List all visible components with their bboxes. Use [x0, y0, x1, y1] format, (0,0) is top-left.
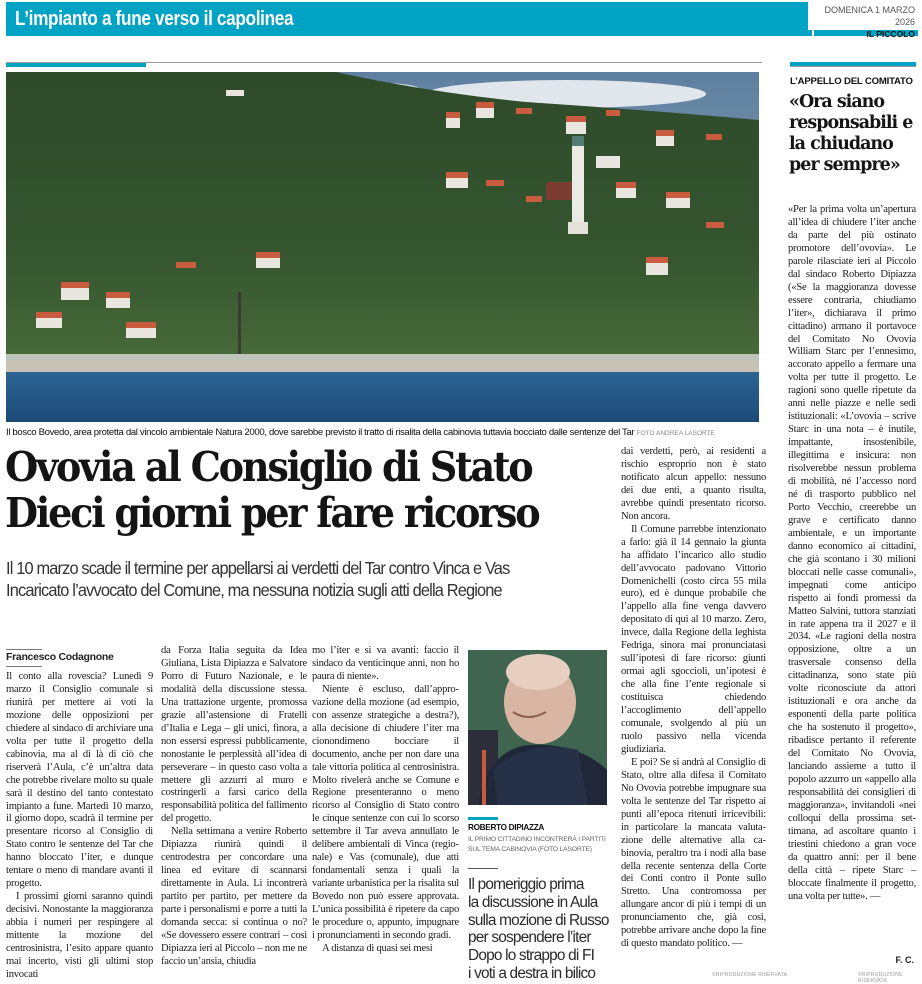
divider — [790, 66, 916, 67]
divider — [468, 868, 498, 869]
caption-text: Il bosco Bovedo, area protetta dal vincolo ambientale Natura 2000, dove sarebbe previsto il tratto di risalita della cabinovia tuttavia bocciato dalle sentenze del Tar — [6, 427, 635, 438]
main-photo — [6, 72, 759, 422]
article-column-2 — [161, 645, 307, 969]
pull-quote-line: per sospendere l’iter — [468, 929, 591, 947]
pull-quote-line: Il pomeriggio prima — [468, 876, 584, 893]
newspaper-name: IL PICCOLO — [866, 29, 915, 39]
paragraph: Niente è escluso, dall’approvazione della mozione (ad esempio, con assenze strategiche a destra?), alla decisione di chiudere l’iter ma cionondimeno bocciare il documento, anche per non dare una tale vittoria politica al centrosinistra. Molto rivelerà anche se Comune e Regione presenteranno o meno ricorso al Consiglio di Stato contro le cinque sentenze con cui lo scorso settembre il Tar aveva annullato le delibere ambientali di Vinca (regionale) e Vas (comunale), due atti fondamentali senza i quali la variante urbanistica per la risalita sul Bovedo non può essere approvata. L’unica possibilità è ripetere da capo le procedure o, appunto, impugnare i pronunciamenti in secondo gradi. — [312, 683, 459, 941]
headline-line-2: Dieci giorni per fare ricorso — [5, 489, 539, 537]
dateline — [808, 2, 918, 39]
paragraph: dai verdetti, però, ai residenti a rischio esproprio non è stato notificato alcun appello: nessuno dei due enti, a quanto risulta, avrebbe quindi presentato ricorso. Non ancora. — [621, 446, 766, 522]
paragraph: mo l’iter e si va avanti: faccio il sindaco da venticinque anni, non ho paura di niente». — [312, 645, 459, 682]
paragraph: E poi? Se si andrà al Consiglio di Stato, oltre alla difesa il Comitato No Ovovia potrebbe impugnare sua volta le sentenze del Tar rispetto ai punti all’epoca ritenuti irricevibili: in particolare la mancata valutazione delle alternative alla cabinovia, peraltro tra i nodi alla base della recente sentenza della Corte dei Conti contro il Ponte sullo Stretto. Una contromossa per allungare ancor di più i tempi di un pronunciamento che, già così, potrebbe arrivare anche dopo la fine di questo mandato politico. — — [621, 756, 766, 950]
divider — [6, 649, 42, 650]
sidebar-title: «Ora siano responsabili e la chiudano per sempre» — [789, 92, 913, 175]
accent-bar — [468, 817, 498, 820]
pull-quote-line: la discussione in Aula — [468, 893, 598, 911]
section-title: L’impianto a fune verso il capolinea — [15, 8, 294, 30]
paragraph: A distanza di quasi sei mesi — [322, 942, 433, 954]
paragraph: Il Comune parrebbe intenzionato a farlo: già il 14 gennaio la giunta ha affidato l’incarico allo studio dell’avvocato padovano Vittorio Domenichelli (costo circa 55 mila euro), ed è dunque probabile che l’appello alla fine venga davvero depositato di qui al 10 marzo. Zero, invece, dalla Regione della leghista Fedriga, sinora mai pronunciatasi sull’ipotesi di fare ricorso: giunti ormai agli sgoccioli, un’ipotesi è che alla fine l’ente regionale si costituisca chiedendo l’accoglimento dell’appello comunale, svolgendo al più un ruolo passivo nella vicenda giudiziaria. — [621, 523, 766, 755]
portrait-name: ROBERTO DIPIAZZA — [468, 823, 545, 832]
article-headline — [5, 444, 620, 536]
article-column-1 — [6, 671, 153, 982]
sidebar-kicker: L’APPELLO DEL COMITATO — [790, 76, 913, 87]
portrait-caption: IL PRIMO CITTADINO INCONTRERÀ I PARTITI SUL TEMA CABINOVIA (FOTO LASORTE) — [468, 836, 606, 853]
portrait-illustration — [468, 650, 607, 805]
headline-line-1: Ovovia al Consiglio di Stato — [5, 443, 532, 491]
section-banner — [6, 2, 812, 36]
pull-quote-line: Dopo lo strappo di FI — [468, 947, 595, 965]
paragraph: I prossimi giorni saranno quindi decisivi. Nonostante la maggioranza abbia i numeri per respingere al mittente la mozione del centrosinistra, l’esito appare quanto mai incerto, visti gli ultimi stop invocati — [6, 891, 153, 980]
issue-date: DOMENICA 1 MARZO 2026 — [824, 5, 915, 27]
copyright-notice: ©RIPRODUZIONE RISERVATA — [858, 972, 903, 984]
photo-credit: FOTO ANDREA LASORTE — [636, 430, 715, 437]
copyright-notice: ©RIPRODUZIONE RISERVATA — [712, 972, 788, 978]
subhead-line-1: Il 10 marzo scade il termine per appellarsi ai verdetti del Tar contro Vinca e Vas — [6, 558, 510, 578]
article-subheadline — [6, 557, 621, 601]
accent-bar — [6, 63, 146, 67]
article-column-4 — [621, 446, 766, 951]
article-column-3 — [312, 645, 459, 956]
photo-caption — [6, 426, 766, 440]
divider — [6, 666, 42, 667]
paragraph: Nella settimana a venire Roberto Dipiazza riunirà quindi il centrodestra per concordare una linea ed evitare di scannarsi direttamente in Aula. Li incontrerà partito per partito, per mettere da parte i personalismi e porre a tutti la domanda secca: si continua o no? «Se dovessero essere contrari – così Dipiazza ieri al Piccolo – non me ne faccio un’ansia, chiudia — [161, 826, 307, 967]
paragraph: Il conto alla rovescia? Lunedì 9 marzo il Consiglio comunale si riunirà per mettere ai voti la mozione delle opposizioni per chiedere al sindaco di archiviare una volta per tutte il progetto della cabinovia, ma al di là di ciò che riserverà l’Aula, c’è un’altra data che potrebbe rivelare molto su quale sarà il destino del tanto contestato impianto a fune. Martedì 10 marzo, il giorno dopo, scadrà il termine per presentare ricorso al Consiglio di Stato contro le sentenze del Tar che hanno bloccato l’iter, e dunque tentare o meno di mandare avanti il progetto. — [6, 671, 153, 890]
pull-quote-line: sulla mozione di Russo — [468, 911, 609, 929]
subhead-line-2: Incaricato l’avvocato del Comune, ma nessuna notizia sugli atti della Regione — [6, 580, 502, 600]
byline: Francesco Codagnone — [6, 651, 114, 663]
pull-quote — [468, 876, 618, 983]
sidebar-body — [788, 204, 916, 903]
paragraph: «Per la prima volta un’apertura all’idea di chiudere l’iter anche da parte del più ostinato promotore dell’ovovia». Le parole rilasciate ieri al Piccolo dal sindaco Roberto Dipiazza («Se la maggioranza dovesse essere contraria, chiudiamo l’iter», dichiarava il primo cittadino) armano il portavoce del Comitato No Ovovia William Starc per l’ennesimo, accorato appello a fermare una volta per tutte il progetto. Le ragioni sono quelle ripetute da anni nelle piazze e nelle sedi istituzionali: «L’ovovia – scrive Starc in una nota – è inutile, impattante, insostenibile, illegittima e insicura: non risolverebbe nessun problema di mobilità, né l’accesso nord né di trasporto pubblico nel Porto Vecchio, creerebbe un grave e certificato danno ambientale, e un importante danno economico ai cittadini, che già scontano i 30 milioni bloccati nelle casse comunali», impegnati come anticipo rispetto ai fondi promessi da Matteo Salvini, tuttora stanziati in rate appena tra il 2027 e il 2034. «Le ragioni della nostra opposizione, oltre a un trasversale consenso della cittadinanza, sono state più volte riconosciute da attori istituzionali e ora anche da esponenti della parte politica che ha sostenuto il progetto», ribadisce pertanto il referente del Comitato No Ovovia, lanciando assieme a tutto il popolo azzurro un «appello alla responsabilità dei consiglieri di maggioranza», invitandoli «nei colloqui della prossima settimana, ad ascoltare quanto i triestini chiedono a gran voce da quattro anni: per il bene della città – ripete Starc – bloccate finalmente il progetto, una volta per tutte». — — [788, 204, 916, 902]
sidebar-signature: F. C. — [895, 955, 914, 965]
paragraph: da Forza Italia seguita da Idea Giuliana, Lista Dipiazza e Salvatore Porro di Futuro Nazionale, e le modalità della discussione stessa. Una trattazione urgente, promossa grazie all’astensione di Fratelli d’Italia e Lega – gli unici, finora, a non essersi espressi pubblicamente, nonostante le perplessità all’idea di perseverare – in questo caso volta a mettere gli azzurri al muro e costringerli a farsi carico della responsabilità politica del fallimento del progetto. — [161, 645, 307, 825]
portrait-photo — [468, 650, 607, 805]
landscape-photo-illustration — [6, 72, 759, 422]
pull-quote-line: i voti a destra in bilico — [468, 964, 596, 982]
